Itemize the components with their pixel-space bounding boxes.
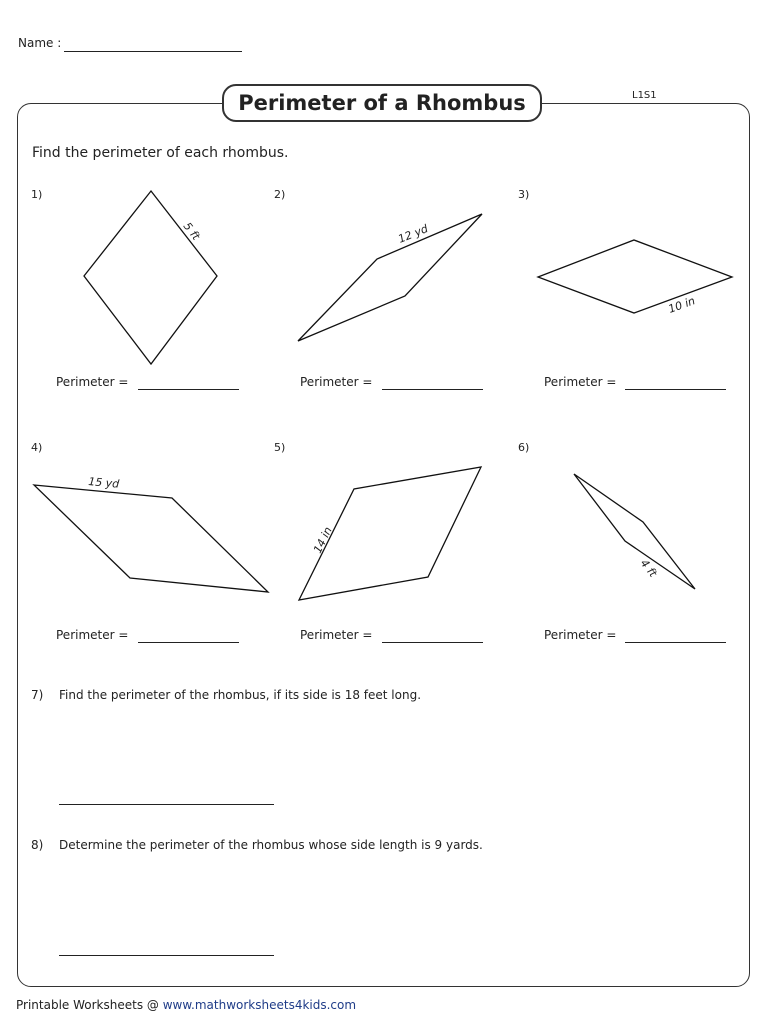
perimeter-label-3: Perimeter = — [544, 375, 617, 389]
problem-7-answer-line[interactable] — [59, 804, 274, 805]
rhombus-4 — [34, 485, 268, 592]
rhombus-3 — [538, 240, 732, 313]
side-label-3: 10 in — [666, 294, 697, 316]
perimeter-label-1: Perimeter = — [56, 375, 129, 389]
worksheet-code: L1S1 — [632, 90, 657, 101]
perimeter-answer-4[interactable] — [138, 642, 239, 643]
footer — [16, 998, 356, 1012]
rhombus-2 — [298, 214, 482, 341]
problem-6-number: 6) — [518, 441, 530, 454]
perimeter-answer-5[interactable] — [382, 642, 483, 643]
name-label: Name : — [18, 36, 62, 50]
instructions: Find the perimeter of each rhombus. — [32, 145, 289, 161]
side-label-5: 14 in — [311, 524, 335, 556]
worksheet-title: Perimeter of a Rhombus — [222, 84, 542, 122]
perimeter-label-5: Perimeter = — [300, 628, 373, 642]
problem-8-answer-line[interactable] — [59, 955, 274, 956]
problem-3-number: 3) — [518, 188, 530, 201]
problem-2-number: 2) — [274, 188, 286, 201]
side-label-4: 15 yd — [87, 475, 120, 491]
problem-5-number: 5) — [274, 441, 286, 454]
problem-8-text: Determine the perimeter of the rhombus whose side length is 9 yards. — [59, 838, 483, 852]
problem-7-number: 7) — [31, 688, 44, 702]
footer-prefix: Printable Worksheets @ — [16, 998, 163, 1012]
problem-7-text: Find the perimeter of the rhombus, if its side is 18 feet long. — [59, 688, 422, 702]
perimeter-label-2: Perimeter = — [300, 375, 373, 389]
problem-8-number: 8) — [31, 838, 44, 852]
perimeter-label-4: Perimeter = — [56, 628, 129, 642]
rhombus-1 — [84, 191, 217, 364]
side-label-2: 12 yd — [396, 222, 430, 246]
footer-site-link[interactable]: www.mathworksheets4kids.com — [162, 998, 357, 1012]
perimeter-answer-6[interactable] — [625, 642, 726, 643]
side-label-1: 5 ft — [180, 219, 203, 243]
side-label-6: 4 ft — [637, 556, 660, 580]
perimeter-answer-2[interactable] — [382, 389, 483, 390]
problem-4-number: 4) — [31, 441, 43, 454]
perimeter-answer-3[interactable] — [625, 389, 726, 390]
problem-1-number: 1) — [31, 188, 43, 201]
perimeter-label-6: Perimeter = — [544, 628, 617, 642]
rhombus-6 — [574, 474, 695, 589]
perimeter-answer-1[interactable] — [138, 389, 239, 390]
